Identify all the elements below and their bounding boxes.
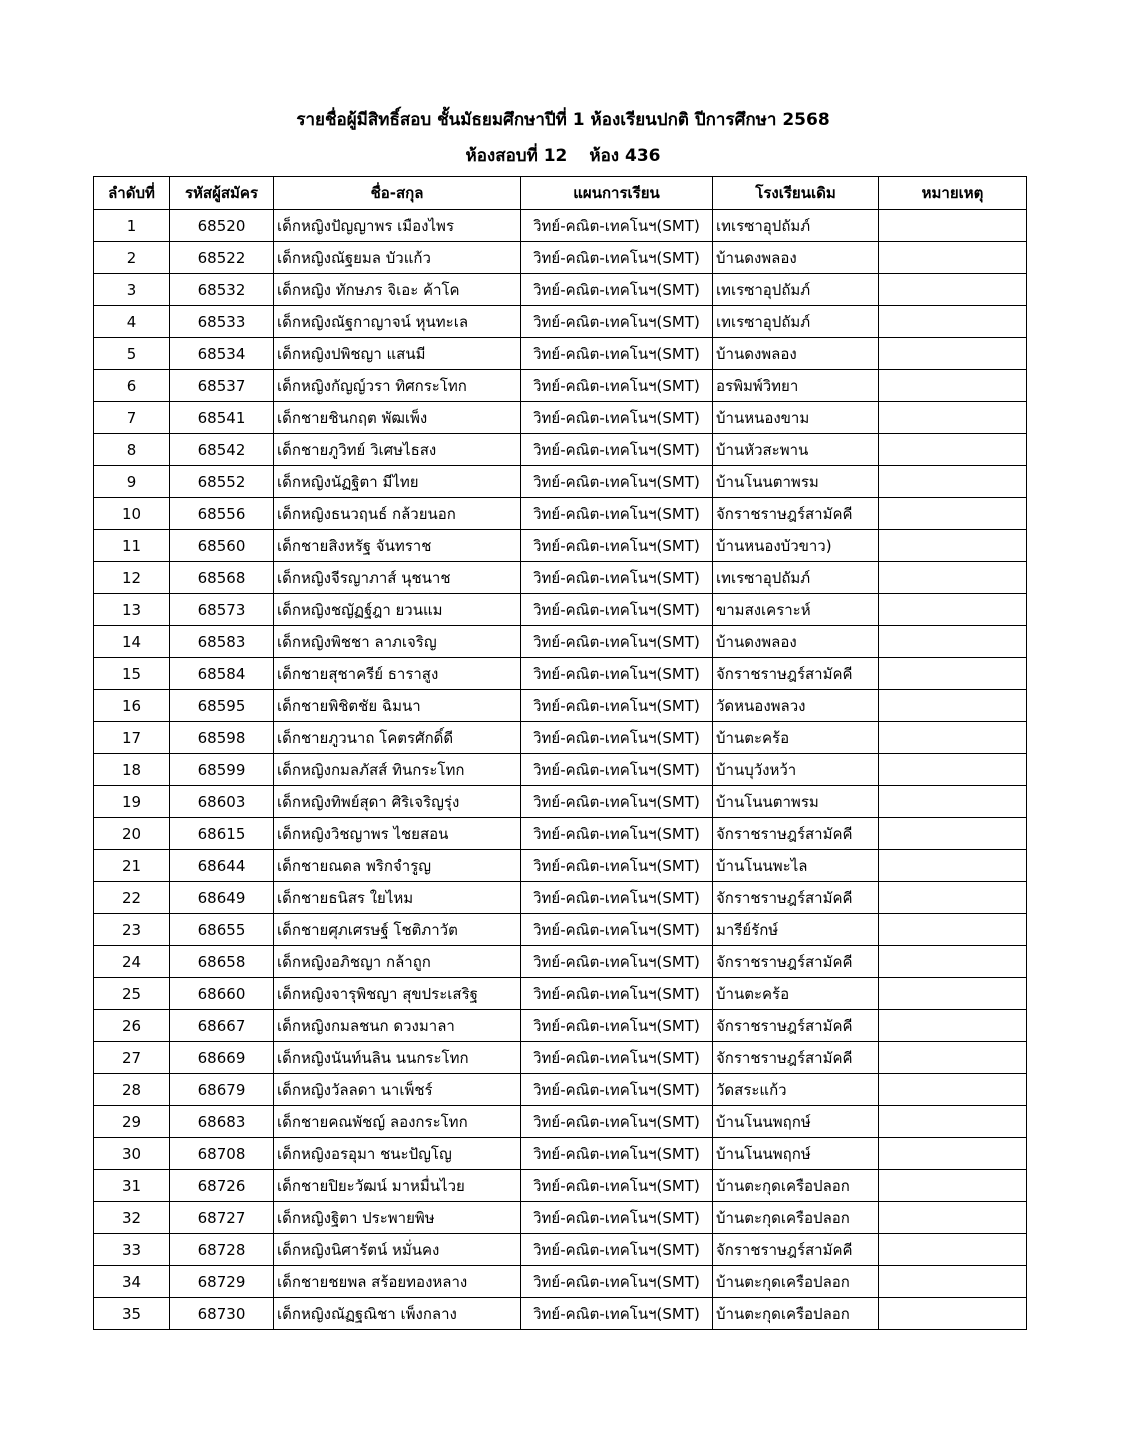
- cell-name: เด็กหญิงกัญญ์วรา ทิศกระโทก: [274, 370, 521, 402]
- cell-previous-school: ขามสงเคราะห์: [713, 594, 879, 626]
- cell-applicant-id: 68679: [170, 1074, 274, 1106]
- cell-name: เด็กชายธนิสร ใยไหม: [274, 882, 521, 914]
- table-row: [94, 1042, 1027, 1074]
- cell-name: เด็กหญิงธนวฤนธ์ กล้วยนอก: [274, 498, 521, 530]
- cell-remarks: [879, 338, 1027, 370]
- cell-previous-school: วัดสระแก้ว: [713, 1074, 879, 1106]
- cell-previous-school: บ้านโนนพฤกษ์: [713, 1138, 879, 1170]
- header-previous-school: โรงเรียนเดิม: [713, 177, 879, 210]
- cell-order: 30: [94, 1138, 170, 1170]
- cell-study-plan: วิทย์-คณิต-เทคโนฯ(SMT): [521, 658, 713, 690]
- cell-remarks: [879, 914, 1027, 946]
- exam-room-heading: [0, 142, 1126, 169]
- cell-previous-school: บ้านตะกุดเครือปลอก: [713, 1266, 879, 1298]
- cell-remarks: [879, 242, 1027, 274]
- cell-order: 7: [94, 402, 170, 434]
- cell-order: 19: [94, 786, 170, 818]
- table-row: [94, 722, 1027, 754]
- cell-study-plan: วิทย์-คณิต-เทคโนฯ(SMT): [521, 1202, 713, 1234]
- cell-applicant-id: 68598: [170, 722, 274, 754]
- cell-previous-school: บ้านบุวังหว้า: [713, 754, 879, 786]
- cell-order: 20: [94, 818, 170, 850]
- cell-study-plan: วิทย์-คณิต-เทคโนฯ(SMT): [521, 690, 713, 722]
- cell-previous-school: บ้านตะกุดเครือปลอก: [713, 1170, 879, 1202]
- cell-order: 11: [94, 530, 170, 562]
- cell-remarks: [879, 498, 1027, 530]
- cell-study-plan: วิทย์-คณิต-เทคโนฯ(SMT): [521, 242, 713, 274]
- table-row: [94, 946, 1027, 978]
- cell-name: เด็กชายคณพัชญ์ ลองกระโทก: [274, 1106, 521, 1138]
- cell-order: 2: [94, 242, 170, 274]
- cell-previous-school: บ้านตะกุดเครือปลอก: [713, 1298, 879, 1330]
- cell-remarks: [879, 1234, 1027, 1266]
- cell-study-plan: วิทย์-คณิต-เทคโนฯ(SMT): [521, 786, 713, 818]
- table-row: [94, 594, 1027, 626]
- cell-name: เด็กหญิงณัฏฐณิชา เพ็งกลาง: [274, 1298, 521, 1330]
- cell-applicant-id: 68615: [170, 818, 274, 850]
- cell-previous-school: บ้านดงพลอง: [713, 338, 879, 370]
- cell-order: 21: [94, 850, 170, 882]
- document-title: รายชื่อผู้มีสิทธิ์สอบ ชั้นมัธยมศึกษาปีที่ 1 ห้องเรียนปกติ ปีการศึกษา 2568: [296, 110, 830, 130]
- cell-order: 5: [94, 338, 170, 370]
- cell-remarks: [879, 850, 1027, 882]
- cell-remarks: [879, 690, 1027, 722]
- table-row: [94, 1074, 1027, 1106]
- cell-applicant-id: 68683: [170, 1106, 274, 1138]
- cell-study-plan: วิทย์-คณิต-เทคโนฯ(SMT): [521, 1298, 713, 1330]
- cell-previous-school: จักราชราษฎร์สามัคคี: [713, 1010, 879, 1042]
- cell-name: เด็กหญิงจีรญาภาส์ นุชนาช: [274, 562, 521, 594]
- cell-name: เด็กหญิงนัฏฐิตา มีไทย: [274, 466, 521, 498]
- cell-remarks: [879, 882, 1027, 914]
- header-remarks: หมายเหตุ: [879, 177, 1027, 210]
- cell-study-plan: วิทย์-คณิต-เทคโนฯ(SMT): [521, 498, 713, 530]
- cell-order: 16: [94, 690, 170, 722]
- cell-applicant-id: 68534: [170, 338, 274, 370]
- cell-remarks: [879, 658, 1027, 690]
- cell-remarks: [879, 210, 1027, 242]
- cell-name: เด็กหญิงอรอุมา ชนะปัญโญ: [274, 1138, 521, 1170]
- table-row: [94, 1202, 1027, 1234]
- cell-name: เด็กชายสุชาครีย์ ธาราสูง: [274, 658, 521, 690]
- cell-remarks: [879, 978, 1027, 1010]
- cell-name: เด็กหญิงนิศารัตน์ หมั่นคง: [274, 1234, 521, 1266]
- table-row: [94, 530, 1027, 562]
- cell-previous-school: บ้านหนองขาม: [713, 402, 879, 434]
- cell-name: เด็กชายณดล พริกจำรูญ: [274, 850, 521, 882]
- cell-remarks: [879, 466, 1027, 498]
- cell-name: เด็กหญิงอภิชญา กล้าถูก: [274, 946, 521, 978]
- cell-applicant-id: 68533: [170, 306, 274, 338]
- cell-remarks: [879, 370, 1027, 402]
- cell-remarks: [879, 594, 1027, 626]
- cell-order: 14: [94, 626, 170, 658]
- table-row: [94, 658, 1027, 690]
- cell-order: 17: [94, 722, 170, 754]
- cell-applicant-id: 68603: [170, 786, 274, 818]
- cell-name: เด็กหญิงวัลลดา นาเพ็ชร์: [274, 1074, 521, 1106]
- cell-order: 23: [94, 914, 170, 946]
- cell-order: 18: [94, 754, 170, 786]
- cell-study-plan: วิทย์-คณิต-เทคโนฯ(SMT): [521, 1106, 713, 1138]
- cell-applicant-id: 68522: [170, 242, 274, 274]
- cell-name: เด็กชายปิยะวัฒน์ มาหมื่นไวย: [274, 1170, 521, 1202]
- cell-study-plan: วิทย์-คณิต-เทคโนฯ(SMT): [521, 210, 713, 242]
- cell-applicant-id: 68542: [170, 434, 274, 466]
- cell-applicant-id: 68669: [170, 1042, 274, 1074]
- cell-remarks: [879, 818, 1027, 850]
- cell-applicant-id: 68655: [170, 914, 274, 946]
- table-row: [94, 210, 1027, 242]
- cell-applicant-id: 68599: [170, 754, 274, 786]
- cell-study-plan: วิทย์-คณิต-เทคโนฯ(SMT): [521, 946, 713, 978]
- cell-previous-school: จักราชราษฎร์สามัคคี: [713, 658, 879, 690]
- cell-previous-school: บ้านตะคร้อ: [713, 722, 879, 754]
- cell-remarks: [879, 1266, 1027, 1298]
- cell-remarks: [879, 946, 1027, 978]
- table-row: [94, 498, 1027, 530]
- cell-previous-school: จักราชราษฎร์สามัคคี: [713, 1234, 879, 1266]
- cell-study-plan: วิทย์-คณิต-เทคโนฯ(SMT): [521, 626, 713, 658]
- cell-remarks: [879, 530, 1027, 562]
- cell-name: เด็กหญิงชญัฏฐ์ฎา ยวนแม: [274, 594, 521, 626]
- cell-applicant-id: 68726: [170, 1170, 274, 1202]
- cell-study-plan: วิทย์-คณิต-เทคโนฯ(SMT): [521, 274, 713, 306]
- cell-order: 13: [94, 594, 170, 626]
- cell-study-plan: วิทย์-คณิต-เทคโนฯ(SMT): [521, 434, 713, 466]
- cell-applicant-id: 68520: [170, 210, 274, 242]
- cell-previous-school: เทเรซาอุปถัมภ์: [713, 562, 879, 594]
- cell-order: 29: [94, 1106, 170, 1138]
- cell-order: 35: [94, 1298, 170, 1330]
- cell-order: 33: [94, 1234, 170, 1266]
- table-row: [94, 370, 1027, 402]
- table-row: [94, 1266, 1027, 1298]
- cell-name: เด็กหญิงณัฐยมล บัวแก้ว: [274, 242, 521, 274]
- cell-previous-school: อรพิมพ์วิทยา: [713, 370, 879, 402]
- cell-remarks: [879, 562, 1027, 594]
- cell-previous-school: บ้านดงพลอง: [713, 626, 879, 658]
- table-row: [94, 690, 1027, 722]
- cell-previous-school: บ้านหนองบัวขาว): [713, 530, 879, 562]
- cell-remarks: [879, 402, 1027, 434]
- cell-remarks: [879, 1042, 1027, 1074]
- cell-applicant-id: 68729: [170, 1266, 274, 1298]
- table-row: [94, 1170, 1027, 1202]
- cell-previous-school: เทเรซาอุปถัมภ์: [713, 274, 879, 306]
- cell-remarks: [879, 1202, 1027, 1234]
- cell-study-plan: วิทย์-คณิต-เทคโนฯ(SMT): [521, 466, 713, 498]
- cell-study-plan: วิทย์-คณิต-เทคโนฯ(SMT): [521, 306, 713, 338]
- cell-previous-school: บ้านตะกุดเครือปลอก: [713, 1202, 879, 1234]
- cell-name: เด็กหญิงณัฐกาญาจน์ หุนทะเล: [274, 306, 521, 338]
- cell-study-plan: วิทย์-คณิต-เทคโนฯ(SMT): [521, 914, 713, 946]
- cell-remarks: [879, 306, 1027, 338]
- table-row: [94, 1138, 1027, 1170]
- cell-previous-school: จักราชราษฎร์สามัคคี: [713, 946, 879, 978]
- cell-order: 4: [94, 306, 170, 338]
- cell-remarks: [879, 1074, 1027, 1106]
- table-row: [94, 1010, 1027, 1042]
- table-row: [94, 466, 1027, 498]
- cell-remarks: [879, 274, 1027, 306]
- cell-remarks: [879, 1138, 1027, 1170]
- cell-study-plan: วิทย์-คณิต-เทคโนฯ(SMT): [521, 1266, 713, 1298]
- cell-applicant-id: 68560: [170, 530, 274, 562]
- cell-previous-school: บ้านหัวสะพาน: [713, 434, 879, 466]
- cell-applicant-id: 68556: [170, 498, 274, 530]
- cell-applicant-id: 68658: [170, 946, 274, 978]
- cell-study-plan: วิทย์-คณิต-เทคโนฯ(SMT): [521, 1234, 713, 1266]
- cell-remarks: [879, 754, 1027, 786]
- cell-name: เด็กชายพิชิตชัย ฉิมนา: [274, 690, 521, 722]
- cell-applicant-id: 68644: [170, 850, 274, 882]
- cell-order: 28: [94, 1074, 170, 1106]
- cell-applicant-id: 68532: [170, 274, 274, 306]
- cell-order: 26: [94, 1010, 170, 1042]
- cell-study-plan: วิทย์-คณิต-เทคโนฯ(SMT): [521, 754, 713, 786]
- cell-order: 31: [94, 1170, 170, 1202]
- cell-applicant-id: 68728: [170, 1234, 274, 1266]
- cell-previous-school: จักราชราษฎร์สามัคคี: [713, 882, 879, 914]
- cell-applicant-id: 68727: [170, 1202, 274, 1234]
- cell-applicant-id: 68573: [170, 594, 274, 626]
- cell-previous-school: เทเรซาอุปถัมภ์: [713, 210, 879, 242]
- cell-study-plan: วิทย์-คณิต-เทคโนฯ(SMT): [521, 594, 713, 626]
- header-applicant-id: รหัสผู้สมัคร: [170, 177, 274, 210]
- cell-order: 27: [94, 1042, 170, 1074]
- table-row: [94, 754, 1027, 786]
- cell-remarks: [879, 626, 1027, 658]
- cell-study-plan: วิทย์-คณิต-เทคโนฯ(SMT): [521, 1170, 713, 1202]
- table-body: [94, 210, 1027, 1330]
- cell-study-plan: วิทย์-คณิต-เทคโนฯ(SMT): [521, 370, 713, 402]
- cell-order: 12: [94, 562, 170, 594]
- cell-previous-school: บ้านโนนพฤกษ์: [713, 1106, 879, 1138]
- cell-study-plan: วิทย์-คณิต-เทคโนฯ(SMT): [521, 1010, 713, 1042]
- cell-name: เด็กหญิงนันท์นลิน นนกระโทก: [274, 1042, 521, 1074]
- cell-name: เด็กชายภูวนาถ โคตรศักดิ์ดี: [274, 722, 521, 754]
- cell-remarks: [879, 434, 1027, 466]
- cell-previous-school: บ้านโนนตาพรม: [713, 786, 879, 818]
- cell-previous-school: วัดหนองพลวง: [713, 690, 879, 722]
- table-header-row: [94, 177, 1027, 210]
- cell-applicant-id: 68660: [170, 978, 274, 1010]
- header-study-plan: แผนการเรียน: [521, 177, 713, 210]
- table-row: [94, 434, 1027, 466]
- room-label: ห้อง 436: [589, 146, 661, 166]
- cell-name: เด็กหญิงปพิชญา แสนมี: [274, 338, 521, 370]
- cell-previous-school: จักราชราษฎร์สามัคคี: [713, 1042, 879, 1074]
- cell-study-plan: วิทย์-คณิต-เทคโนฯ(SMT): [521, 1042, 713, 1074]
- cell-previous-school: บ้านดงพลอง: [713, 242, 879, 274]
- cell-applicant-id: 68649: [170, 882, 274, 914]
- cell-study-plan: วิทย์-คณิต-เทคโนฯ(SMT): [521, 402, 713, 434]
- cell-study-plan: วิทย์-คณิต-เทคโนฯ(SMT): [521, 338, 713, 370]
- exam-room-label: ห้องสอบที่ 12: [465, 146, 568, 166]
- cell-order: 1: [94, 210, 170, 242]
- cell-remarks: [879, 722, 1027, 754]
- cell-remarks: [879, 786, 1027, 818]
- candidate-table: [93, 176, 1027, 1330]
- cell-order: 9: [94, 466, 170, 498]
- cell-applicant-id: 68708: [170, 1138, 274, 1170]
- cell-study-plan: วิทย์-คณิต-เทคโนฯ(SMT): [521, 818, 713, 850]
- cell-name: เด็กชายศุภเศรษฐ์ โชติภาวัต: [274, 914, 521, 946]
- cell-previous-school: เทเรซาอุปถัมภ์: [713, 306, 879, 338]
- cell-applicant-id: 68552: [170, 466, 274, 498]
- cell-name: เด็กหญิงวิชญาพร ไชยสอน: [274, 818, 521, 850]
- cell-name: เด็กหญิงทิพย์สุดา ศิริเจริญรุ่ง: [274, 786, 521, 818]
- table-row: [94, 242, 1027, 274]
- table-row: [94, 306, 1027, 338]
- cell-applicant-id: 68730: [170, 1298, 274, 1330]
- cell-study-plan: วิทย์-คณิต-เทคโนฯ(SMT): [521, 1074, 713, 1106]
- cell-remarks: [879, 1010, 1027, 1042]
- cell-name: เด็กหญิงกมลชนก ดวงมาลา: [274, 1010, 521, 1042]
- cell-previous-school: บ้านโนนตาพรม: [713, 466, 879, 498]
- cell-name: เด็กชายภูวิทย์ วิเศษไธสง: [274, 434, 521, 466]
- cell-name: เด็กหญิงฐิตา ประพายพิษ: [274, 1202, 521, 1234]
- cell-applicant-id: 68595: [170, 690, 274, 722]
- cell-order: 8: [94, 434, 170, 466]
- cell-order: 6: [94, 370, 170, 402]
- cell-name: เด็กชายสิงหรัฐ จันทราช: [274, 530, 521, 562]
- cell-study-plan: วิทย์-คณิต-เทคโนฯ(SMT): [521, 1138, 713, 1170]
- cell-previous-school: จักราชราษฎร์สามัคคี: [713, 818, 879, 850]
- cell-previous-school: บ้านตะคร้อ: [713, 978, 879, 1010]
- table-row: [94, 274, 1027, 306]
- cell-name: เด็กชายชินกฤต พัฒเพ็ง: [274, 402, 521, 434]
- cell-name: เด็กชายชยพล สร้อยทองหลาง: [274, 1266, 521, 1298]
- table-row: [94, 1234, 1027, 1266]
- cell-applicant-id: 68568: [170, 562, 274, 594]
- cell-study-plan: วิทย์-คณิต-เทคโนฯ(SMT): [521, 978, 713, 1010]
- cell-study-plan: วิทย์-คณิต-เทคโนฯ(SMT): [521, 882, 713, 914]
- cell-order: 25: [94, 978, 170, 1010]
- cell-name: เด็กหญิงพิชชา ลาภเจริญ: [274, 626, 521, 658]
- header-order: ลำดับที่: [94, 177, 170, 210]
- cell-study-plan: วิทย์-คณิต-เทคโนฯ(SMT): [521, 850, 713, 882]
- cell-applicant-id: 68667: [170, 1010, 274, 1042]
- cell-order: 3: [94, 274, 170, 306]
- cell-name: เด็กหญิงปัญญาพร เมืองไพร: [274, 210, 521, 242]
- table-row: [94, 850, 1027, 882]
- table-row: [94, 914, 1027, 946]
- cell-order: 10: [94, 498, 170, 530]
- header-name: ชื่อ-สกุล: [274, 177, 521, 210]
- cell-previous-school: จักราชราษฎร์สามัคคี: [713, 498, 879, 530]
- cell-previous-school: บ้านโนนพะไล: [713, 850, 879, 882]
- cell-study-plan: วิทย์-คณิต-เทคโนฯ(SMT): [521, 562, 713, 594]
- cell-applicant-id: 68584: [170, 658, 274, 690]
- table-row: [94, 978, 1027, 1010]
- table-row: [94, 818, 1027, 850]
- cell-applicant-id: 68537: [170, 370, 274, 402]
- cell-order: 32: [94, 1202, 170, 1234]
- table-row: [94, 786, 1027, 818]
- cell-name: เด็กหญิงจารุพิชญา สุขประเสริฐ: [274, 978, 521, 1010]
- cell-order: 15: [94, 658, 170, 690]
- cell-order: 22: [94, 882, 170, 914]
- cell-applicant-id: 68583: [170, 626, 274, 658]
- cell-order: 24: [94, 946, 170, 978]
- table-row: [94, 1298, 1027, 1330]
- cell-remarks: [879, 1298, 1027, 1330]
- table-row: [94, 338, 1027, 370]
- cell-remarks: [879, 1106, 1027, 1138]
- table-row: [94, 1106, 1027, 1138]
- table-row: [94, 402, 1027, 434]
- cell-applicant-id: 68541: [170, 402, 274, 434]
- table-row: [94, 562, 1027, 594]
- cell-order: 34: [94, 1266, 170, 1298]
- cell-remarks: [879, 1170, 1027, 1202]
- cell-study-plan: วิทย์-คณิต-เทคโนฯ(SMT): [521, 530, 713, 562]
- cell-previous-school: มารีย์รักษ์: [713, 914, 879, 946]
- table-row: [94, 882, 1027, 914]
- cell-study-plan: วิทย์-คณิต-เทคโนฯ(SMT): [521, 722, 713, 754]
- cell-name: เด็กหญิงกมลภัสส์ ทินกระโทก: [274, 754, 521, 786]
- table-row: [94, 626, 1027, 658]
- cell-name: เด็กหญิง ทักษภร จิเอะ ค้าโค: [274, 274, 521, 306]
